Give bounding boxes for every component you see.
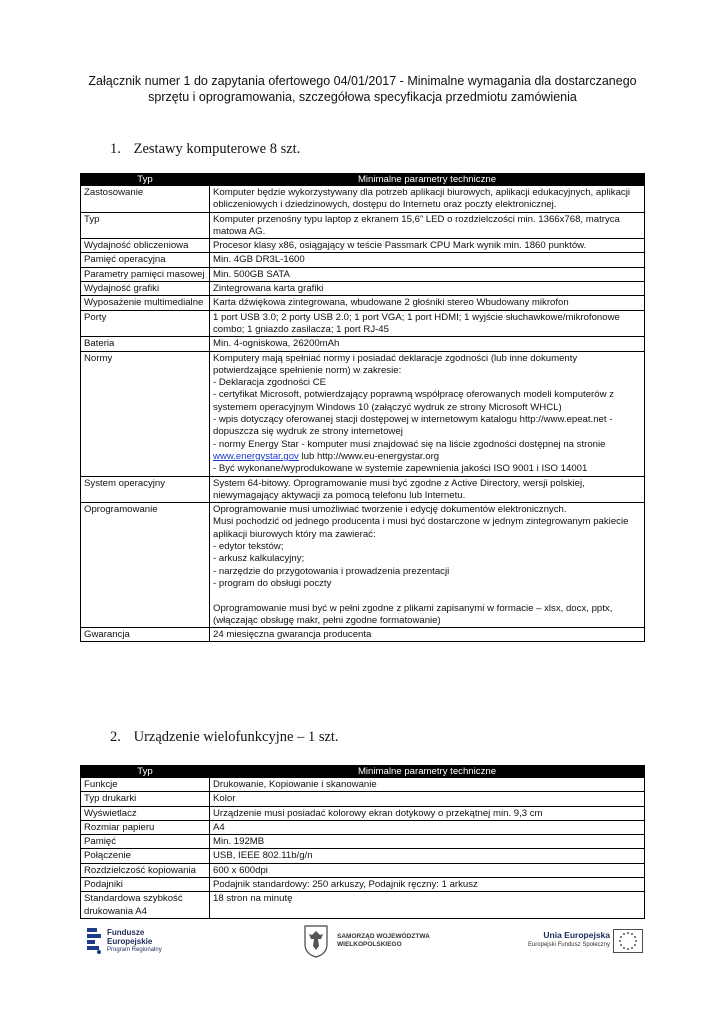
param-value-cell <box>210 239 645 253</box>
fe-line-2: Europejskie <box>107 937 153 946</box>
param-value-line: Drukowanie, Kopiowanie i skanowanie <box>213 779 377 790</box>
header-line-2: sprzętu i oprogramowania, szczegółowa specyfikacja przedmiotu zamówienia <box>148 90 577 104</box>
eagle-crest-icon <box>303 924 329 958</box>
param-value-line: Komputer będzie wykorzystywany dla potrzeb aplikacji biurowych, aplikacji edukacyjnych, aplikacji obliczeniowych i dziedzinowych, dostępu do Internetu oraz poczty elektronicznej. <box>213 187 630 211</box>
param-value-line: Urządzenie musi posiadać kolorowy ekran dotykowy o przekątnej min. 9,3 cm <box>213 807 543 819</box>
param-value-line: Komputery mają spełniać normy i posiadać deklaracje zgodności (lub inne dokumenty potwierdzające spełnienie norm) w zakresie: <box>213 352 578 376</box>
param-value-line: Min. 500GB SATA <box>213 268 290 280</box>
param-type-cell: Typ <box>81 212 210 239</box>
energystar-line <box>213 451 641 463</box>
param-type-cell: Połączenie <box>81 849 210 863</box>
param-value-line: - edytor tekstów; <box>213 541 284 553</box>
table-row <box>81 186 645 213</box>
param-value-line: Musi pochodzić od jednego producenta i musi być dostarczone w jednym zintegrowanym pakiecie aplikacji biurowych który ma zawierać: <box>213 516 629 540</box>
param-type-cell: Wyposażenie multimedialne <box>81 296 210 310</box>
param-value-line: - wpis dotyczący oferowanej stacji dostępowej w internetowym katalogu http://www.epeat.net - dopuszcza się wydruk ze strony internetowej <box>213 414 613 438</box>
table-row <box>81 296 645 310</box>
param-type-cell: Parametry pamięci masowej <box>81 267 210 281</box>
param-value-cell <box>210 878 645 892</box>
param-value-line: Min. 4-ogniskowa, 26200mAh <box>213 338 340 350</box>
header-line-1: Załącznik numer 1 do zapytania ofertowego 04/01/2017 - Minimalne wymagania dla dostarczanego <box>88 74 637 88</box>
table-row <box>81 337 645 351</box>
param-value-cell <box>210 628 645 642</box>
table-row <box>81 503 645 628</box>
table-row <box>81 778 645 792</box>
param-value-cell <box>210 820 645 834</box>
param-value-line: Min. 4GB DR3L-1600 <box>213 254 305 266</box>
param-type-cell: Gwarancja <box>81 628 210 642</box>
section-2-number: 2. <box>110 729 121 745</box>
column-header-type: Typ <box>81 174 210 186</box>
table-row <box>81 310 645 337</box>
param-type-cell: Normy <box>81 351 210 476</box>
computer-spec-table <box>80 173 645 642</box>
param-value-line: Kolor <box>213 793 236 805</box>
param-value-line: - Deklaracja zgodności CE <box>213 377 327 389</box>
table-row <box>81 892 645 919</box>
table-row <box>81 253 645 267</box>
param-type-cell: Wydajność obliczeniowa <box>81 239 210 253</box>
param-value-line: - arkusz kalkulacyjny; <box>213 553 305 565</box>
param-value-line: Oprogramowanie musi być w pełni zgodne z plikami zapisanymi w formacie – xlsx, docx, pptx, (włączając obsługę makr, pełni zgodne formatowanie) <box>213 602 613 626</box>
param-value-line: Min. 192MB <box>213 836 265 848</box>
param-value-cell <box>210 792 645 806</box>
param-value-cell <box>210 282 645 296</box>
param-value-line: - program do obsługi poczty <box>213 577 332 589</box>
column-header-type: Typ <box>81 766 210 778</box>
param-value-line: System 64-bitowy. Oprogramowanie musi być zgodne z Active Directory, wersji polskiej, niewymagający aktywacji za pomocą telefonu lub Internetu. <box>213 477 585 501</box>
param-value-line: USB, IEEE 802.11b/g/n <box>213 850 313 862</box>
param-type-cell: Porty <box>81 310 210 337</box>
document-header <box>0 73 725 105</box>
param-value-cell <box>210 806 645 820</box>
param-value-line: - normy Energy Star - komputer musi znajdować się na liście zgodności dostępnej na stronie <box>213 438 606 450</box>
param-value-cell <box>210 212 645 239</box>
param-value-line: 600 x 600dpi <box>213 864 268 876</box>
column-header-params: Minimalne parametry techniczne <box>210 174 645 186</box>
param-type-cell: Rozmiar papieru <box>81 820 210 834</box>
table-row <box>81 476 645 503</box>
param-value-line: - narzędzie do przygotowania i prowadzenia prezentacji <box>213 565 450 577</box>
param-value-cell <box>210 310 645 337</box>
section-2-title <box>110 729 339 746</box>
param-type-cell: Oprogramowanie <box>81 503 210 628</box>
ue-line-2: Europejski Fundusz Społeczny <box>527 942 610 948</box>
fe-emblem-icon <box>85 926 103 956</box>
param-value-cell <box>210 849 645 863</box>
param-value-cell <box>210 267 645 281</box>
param-value-cell <box>210 337 645 351</box>
column-header-params: Minimalne parametry techniczne <box>210 766 645 778</box>
table-row <box>81 835 645 849</box>
param-value-line: Komputer przenośny typu laptop z ekranem 15,6” LED o rozdzielczości min. 1366x768, matryca matowa AG. <box>213 213 620 237</box>
param-type-cell: System operacyjny <box>81 476 210 503</box>
param-value-cell <box>210 863 645 877</box>
section-1-title-text: Zestawy komputerowe 8 szt. <box>133 141 301 157</box>
mfp-spec-table <box>80 765 645 919</box>
param-value-line: Zintegrowana karta grafiki <box>213 283 324 295</box>
section-1-number: 1. <box>110 141 121 157</box>
param-type-cell: Pamięć operacyjna <box>81 253 210 267</box>
table-row <box>81 878 645 892</box>
param-type-cell: Funkcje <box>81 778 210 792</box>
param-type-cell: Wyświetlacz <box>81 806 210 820</box>
param-value-line: Oprogramowanie musi umożliwiać tworzenie i edycję dokumentów elektronicznych. <box>213 504 567 516</box>
table-row <box>81 820 645 834</box>
table-header-row <box>81 766 645 778</box>
param-value-line: - certyfikat Microsoft, potwierdzający poprawną współpracę oferowanych modeli komputerów z systemem operacyjnym Windows 10 (załączyć wydruk ze strony Microsoft WHCL) <box>213 389 614 413</box>
energystar-alt-url: lub http://www.eu-energystar.org <box>298 450 440 462</box>
param-value-line: Procesor klasy x86, osiągający w teście Passmark CPU Mark wynik min. 1860 punktów. <box>213 240 587 252</box>
param-value-cell <box>210 186 645 213</box>
table-row <box>81 792 645 806</box>
table-row <box>81 212 645 239</box>
ue-line-1: Unia Europejska <box>543 930 610 940</box>
param-type-cell: Zastosowanie <box>81 186 210 213</box>
param-type-cell: Wydajność grafiki <box>81 282 210 296</box>
table-row <box>81 351 645 476</box>
footer-logos <box>0 922 725 972</box>
param-value-line: - Być wykonane/wyprodukowane w systemie zapewnienia jakości ISO 9001 i ISO 14001 <box>213 463 588 475</box>
fe-line-3: Program Regionalny <box>107 947 162 953</box>
sw-line-1: SAMORZĄD WOJEWÓDZTWA <box>337 933 430 940</box>
table-header-row <box>81 174 645 186</box>
param-value-cell <box>210 476 645 503</box>
param-type-cell: Rozdzielczość kopiowania <box>81 863 210 877</box>
param-value-cell <box>210 778 645 792</box>
energystar-link[interactable]: www.energystar.gov <box>213 450 299 462</box>
table-row <box>81 628 645 642</box>
eu-flag-icon <box>613 929 643 953</box>
param-value-cell <box>210 503 645 628</box>
param-type-cell: Podajniki <box>81 878 210 892</box>
param-value-cell <box>210 835 645 849</box>
table-row <box>81 282 645 296</box>
unia-europejska-text <box>510 930 610 949</box>
table-row <box>81 806 645 820</box>
section-1-title <box>110 141 300 158</box>
param-type-cell: Typ drukarki <box>81 792 210 806</box>
param-value-line: A4 <box>213 821 225 833</box>
param-value-cell <box>210 351 645 476</box>
param-value-line: Podajnik standardowy: 250 arkuszy, Podajnik ręczny: 1 arkusz <box>213 879 478 891</box>
param-value-cell <box>210 296 645 310</box>
param-value-line: 18 stron na minutę <box>213 893 293 905</box>
param-value-line: 1 port USB 3.0; 2 porty USB 2.0; 1 port VGA; 1 port HDMI; 1 wyjście słuchawkowe/mikrofonowe combo; 1 gniazdo zasilacza; 1 port RJ-45 <box>213 311 620 335</box>
param-value-cell <box>210 892 645 919</box>
param-type-cell: Standardowa szybkość drukowania A4 <box>81 892 210 919</box>
param-value-line: 24 miesięczna gwarancja producenta <box>213 629 372 641</box>
table-row <box>81 849 645 863</box>
table-row <box>81 863 645 877</box>
param-value-line: Karta dźwiękowa zintegrowana, wbudowane 2 głośniki stereo Wbudowany mikrofon <box>213 297 569 309</box>
param-value-line <box>213 590 641 602</box>
table-row <box>81 267 645 281</box>
param-value-cell <box>210 253 645 267</box>
table-row <box>81 239 645 253</box>
sw-line-2: WIELKOPOLSKIEGO <box>337 941 402 948</box>
fe-line-1: Fundusze <box>107 928 145 937</box>
param-type-cell: Bateria <box>81 337 210 351</box>
param-type-cell: Pamięć <box>81 835 210 849</box>
section-2-title-text: Urządzenie wielofunkcyjne – 1 szt. <box>133 729 339 745</box>
